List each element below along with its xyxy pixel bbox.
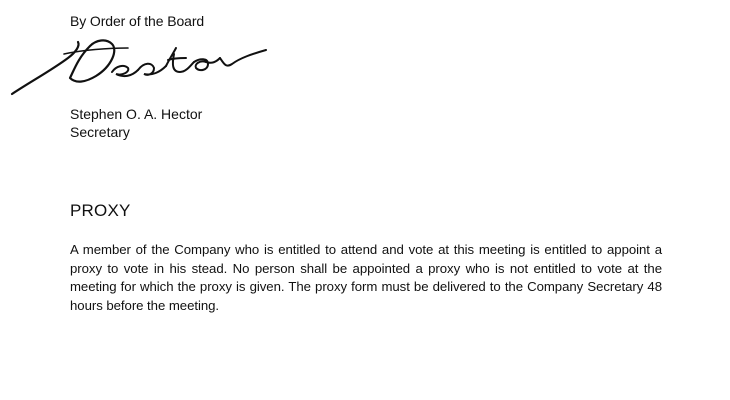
proxy-paragraph: A member of the Company who is entitled to attend and vote at this meeting is entitled to appoint a proxy to vote in his stead. No person shall be appointed a proxy who is not entitled to vote at the meeting for which the proxy is given. The proxy form must be delivered to the Company Secretary 48 hours before the meeting. (70, 242, 662, 313)
proxy-heading: PROXY (70, 201, 131, 220)
signer-name: Stephen O. A. Hector (70, 106, 203, 122)
signer-title: Secretary (70, 124, 130, 140)
order-of-board-text: By Order of the Board (70, 13, 205, 29)
signer-block (70, 105, 202, 141)
signature-image (8, 32, 270, 102)
